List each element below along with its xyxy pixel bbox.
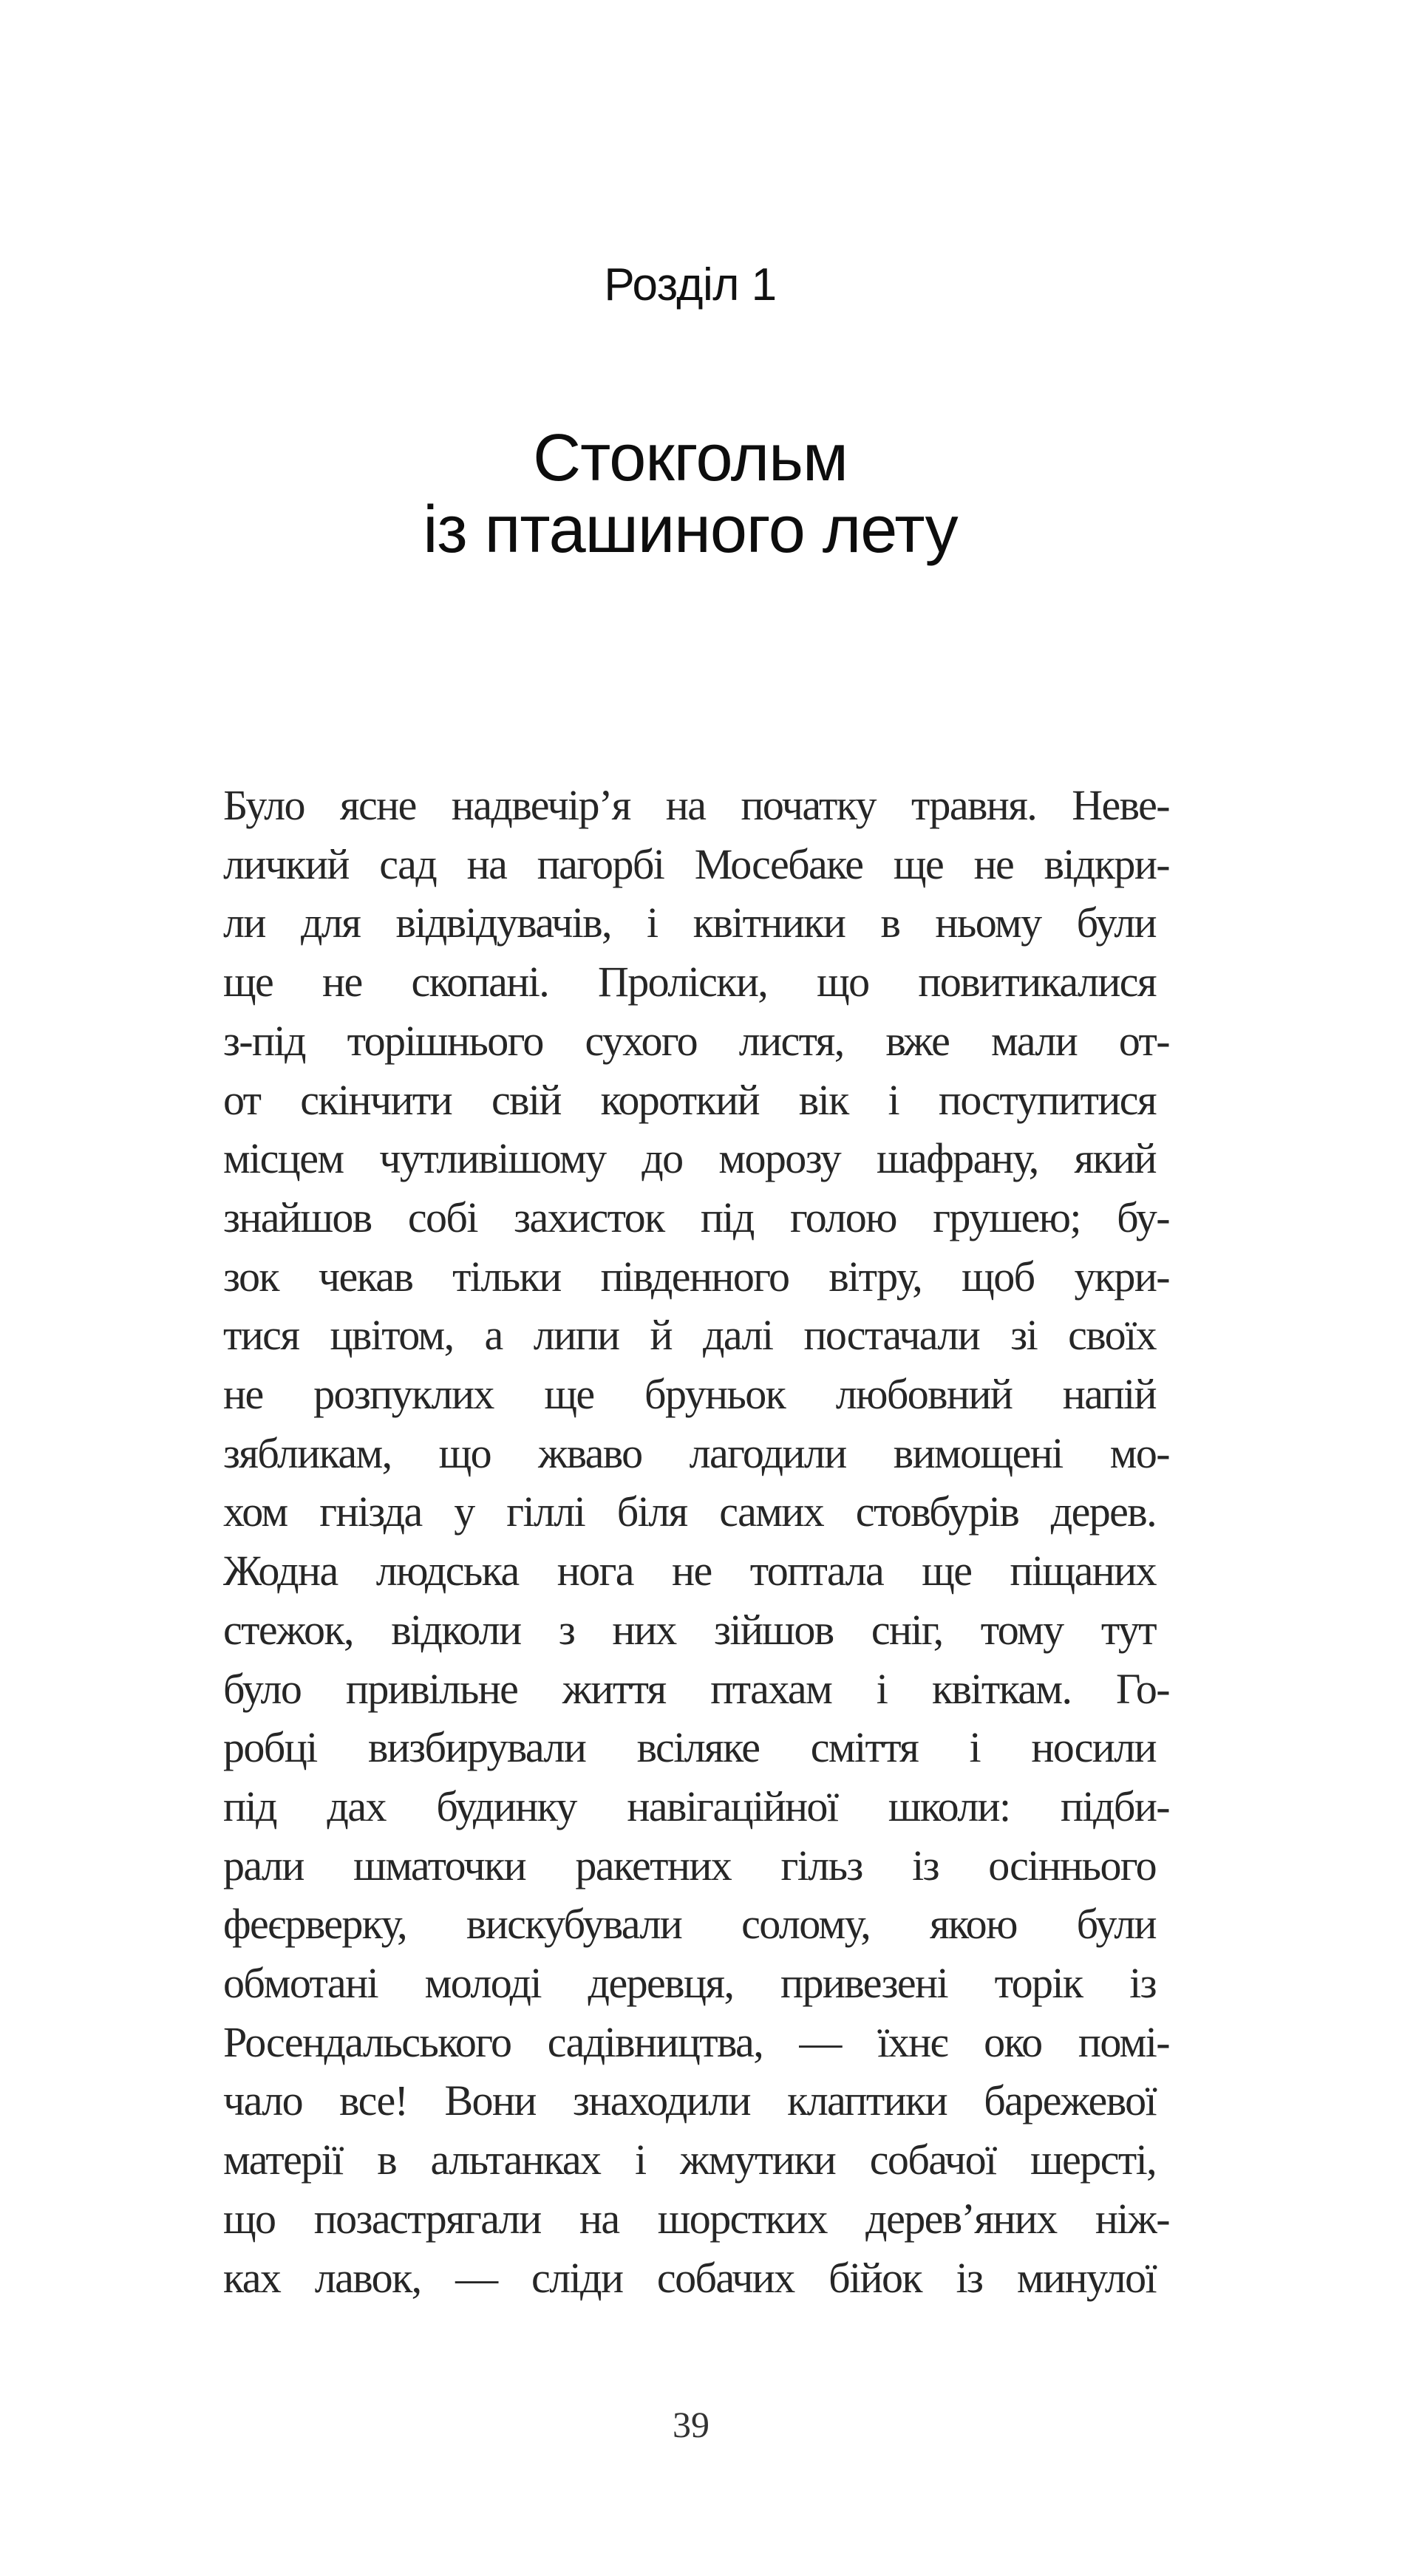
text-line: чало все! Вони знаходили клаптики барежевої [223, 2076, 1156, 2125]
text-line: ках лавок, — сліди собачих бійок із минулої [223, 2253, 1156, 2302]
text-line: от скінчити свій короткий вік і поступитися [223, 1075, 1156, 1124]
text-line: Росендальського садівництва, — їхнє око помі- [223, 2017, 1169, 2066]
text-line: місцем чутливішому до морозу шафрану, який [223, 1134, 1156, 1183]
text-line: обмотані молоді деревця, привезені торік із [223, 1959, 1156, 2008]
text-line: стежок, відколи з них зійшов сніг, тому тут [223, 1605, 1156, 1654]
chapter-title [0, 423, 1381, 566]
text-line: під дах будинку навігаційної школи: підби- [223, 1782, 1169, 1830]
text-line: хом гнізда у гіллі біля самих стовбурів дерев. [223, 1488, 1156, 1536]
text-line: з-під торішнього сухого листя, вже мали от- [223, 1016, 1169, 1065]
text-line: тися цвітом, а липи й далі постачали зі своїх [223, 1311, 1156, 1360]
text-line: Жодна людська нога не топтала ще піщаних [223, 1547, 1156, 1595]
text-line: знайшов собі захисток під голою грушею; бу- [223, 1193, 1169, 1241]
text-line: робці визбирували всіляке сміття і носили [223, 1723, 1156, 1772]
text-line: матерії в альтанках і жмутики собачої шерсті, [223, 2136, 1156, 2184]
text-line: що позастрягали на шорстких дерев’яних ніж- [223, 2194, 1169, 2243]
text-line: феєрверку, вискубували солому, якою були [223, 1900, 1156, 1949]
text-line: не розпуклих ще бруньок любовний напій [223, 1370, 1156, 1419]
text-line: зок чекав тільки південного вітру, щоб укри- [223, 1252, 1169, 1301]
text-line: ще не скопані. Проліски, що повитикалися [223, 958, 1156, 1006]
text-line: було привільне життя птахам і квіткам. Го- [223, 1664, 1169, 1713]
chapter-title-line-1: Стокгольм [533, 421, 848, 495]
text-line: ли для відвідувачів, і квітники в ньому були [223, 899, 1156, 947]
body-paragraph [223, 776, 1169, 2307]
chapter-number: Розділ 1 [604, 259, 777, 310]
text-line: зябликам, що жваво лагодили вимощені мо- [223, 1428, 1169, 1477]
page-number: 39 [673, 2404, 710, 2445]
text-line: личкий сад на пагорбі Мосебаке ще не відкри- [223, 839, 1169, 888]
text-line: рали шматочки ракетних гільз із осіннього [223, 1841, 1156, 1890]
text-line: Було ясне надвечір’я на початку травня. Неве- [223, 781, 1169, 829]
chapter-title-line-2: із пташиного лету [423, 493, 958, 567]
